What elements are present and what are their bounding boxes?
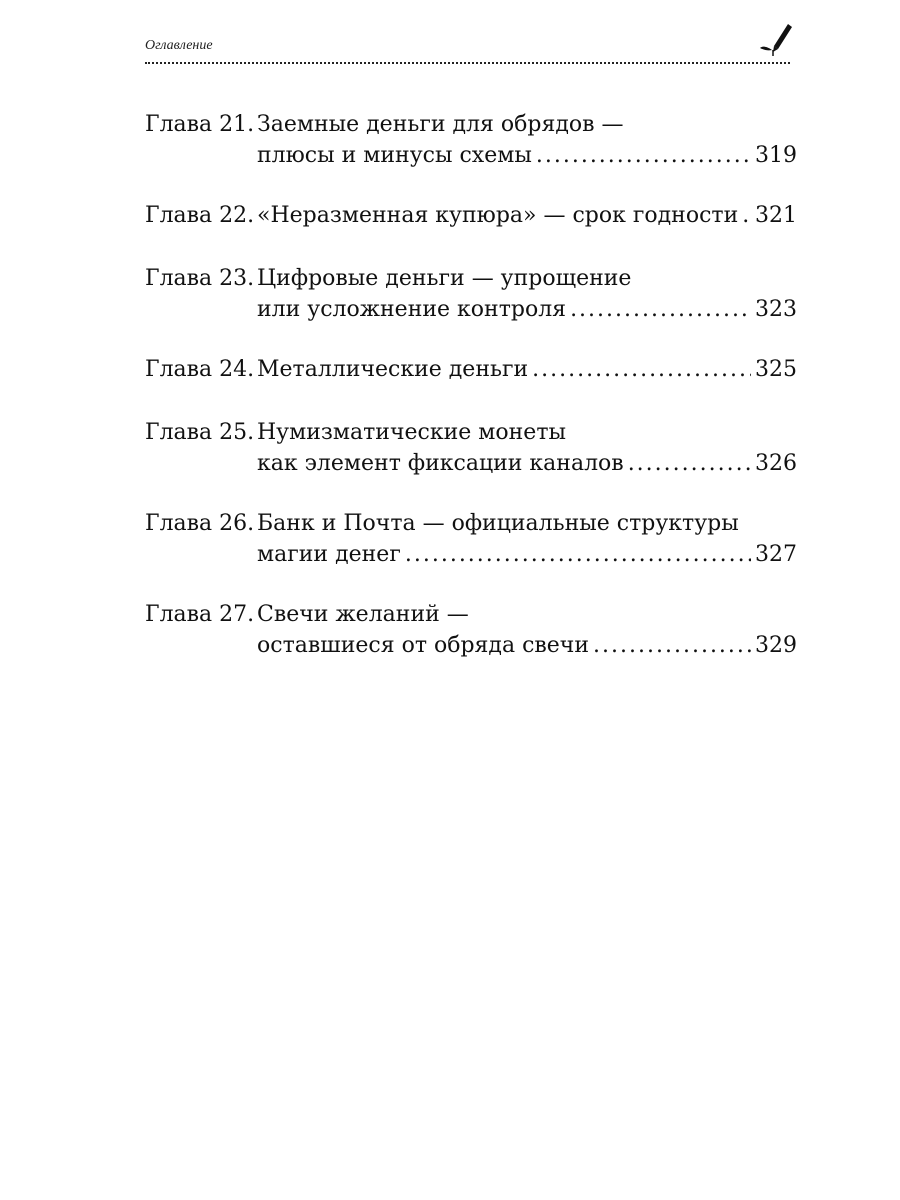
chapter-title-continued: или усложнение контроля — [257, 297, 567, 322]
toc-entry-25[interactable] — [145, 417, 797, 479]
chapter-number: Глава 27. — [145, 602, 255, 627]
table-of-contents — [145, 109, 797, 690]
toc-entry-27[interactable] — [145, 599, 797, 661]
toc-entry-22[interactable] — [145, 200, 797, 231]
toc-entry-24[interactable] — [145, 354, 797, 385]
page-number: 319 — [755, 143, 797, 168]
dot-leader — [628, 448, 751, 479]
chapter-number: Глава 25. — [145, 420, 255, 445]
chapter-number: Глава 24. — [145, 357, 255, 382]
dot-leader — [536, 140, 751, 171]
chapter-title: «Неразменная купюра» — срок годности — [257, 203, 739, 228]
running-title: Оглавление — [145, 38, 213, 53]
page-number: 327 — [755, 542, 797, 567]
chapter-title: Банк и Почта — официальные структуры — [257, 511, 739, 536]
chapter-title: Свечи желаний — — [257, 602, 469, 627]
page-number: 329 — [755, 633, 797, 658]
dot-leader — [405, 539, 751, 570]
page-number: 326 — [755, 451, 797, 476]
chapter-title: Заемные деньги для обрядов — — [257, 112, 624, 137]
chapter-number: Глава 22. — [145, 203, 255, 228]
chapter-title: Металлические деньги — [257, 357, 529, 382]
chapter-title: Нумизматические монеты — [257, 420, 566, 445]
dot-leader — [532, 354, 751, 385]
toc-entry-23[interactable] — [145, 263, 797, 325]
chapter-title: Цифровые деньги — упрощение — [257, 266, 632, 291]
chapter-title-continued: как элемент фиксации каналов — [257, 451, 624, 476]
dot-leader — [742, 200, 751, 231]
dot-leader — [570, 294, 751, 325]
pencil-leaf-icon — [760, 16, 794, 56]
chapter-title-continued: оставшиеся от обряда свечи — [257, 633, 590, 658]
page-header — [145, 22, 790, 68]
header-dotted-rule — [145, 62, 790, 64]
dot-leader — [593, 630, 751, 661]
chapter-number: Глава 26. — [145, 511, 255, 536]
chapter-title-continued: магии денег — [257, 542, 401, 567]
page-number: 323 — [755, 297, 797, 322]
page-number: 325 — [755, 357, 797, 382]
chapter-number: Глава 23. — [145, 266, 255, 291]
toc-entry-21[interactable] — [145, 109, 797, 171]
chapter-title-continued: плюсы и минусы схемы — [257, 143, 532, 168]
chapter-number: Глава 21. — [145, 112, 255, 137]
toc-entry-26[interactable] — [145, 508, 797, 570]
page-number: 321 — [755, 203, 797, 228]
